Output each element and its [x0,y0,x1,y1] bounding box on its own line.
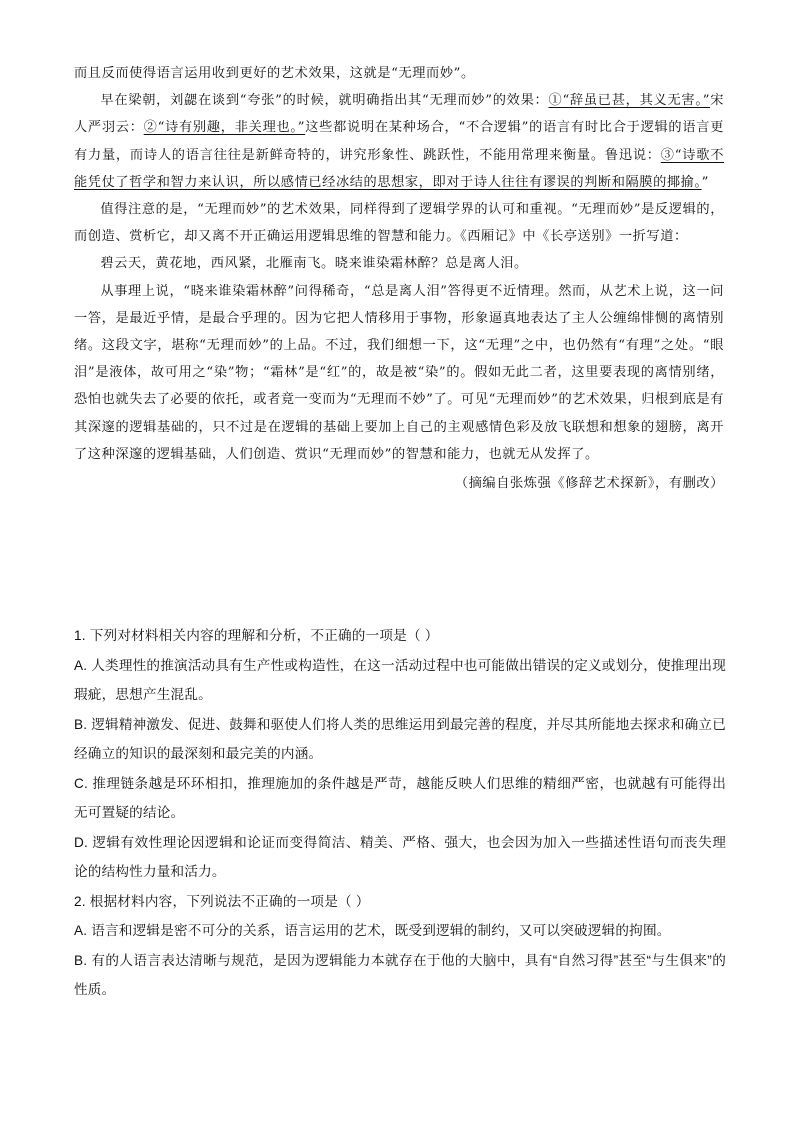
paragraph-3: 值得注意的是，“无理而妙”的艺术效果，同样得到了逻辑学界的认可和重视。“无理而妙”是反逻辑的，而创造、赏析它，却又离不开正确运用逻辑思维的智慧和能力。《西厢记》中《长亭送别》一折写道： [74,202,724,245]
paragraph-1: 而且反而使得语言运用收到更好的艺术效果，这就是“无理而妙”。 [74,66,475,81]
paragraph-2-text-a: 早在梁朝，刘勰在谈到“夸张”的时候，就明确指出其“无理而妙”的效果： [100,93,549,109]
source-citation: （摘编自张炼强《修辞艺术探新》，有删改） [454,476,724,492]
paragraph-2 [74,87,724,196]
quote-3-underlined: ③“诗歌不能凭仗了哲学和智力来认识，所以感情已经冰结的思想家，即对于诗人往往有谬误的判断和隔膜的揶揄。 [74,147,724,190]
reading-passage [74,60,724,497]
paragraph-2-text-c: 这些都说明在某种场合，“不合逻辑”的语言有时比合于逻辑的语言更有力量，而诗人的语言往往是新鲜奇特的，讲究形象性、跳跃性，不能用常理来衡量。鲁迅说： [74,120,725,163]
poem-quote: 碧云天，黄花地，西风紧，北雁南飞。晓来谁染霜林醉？总是离人泪。 [100,256,528,272]
paragraph-2-text-b: 宋人严羽云： [74,93,725,136]
question-1-option-d: D. 逻辑有效性理论因逻辑和论证而变得简洁、精美、严格、强大，也会因为加入一些描述性语句而丧失理论的结构性力量和活力。 [74,834,726,879]
question-2-option-b: B. 有的人语言表达清晰与规范，是因为逻辑能力本就存在于他的大脑中，具有“自然习得”甚至“与生俱来”的性质。 [74,952,726,997]
paragraph-5: 从事理上说，“晓来谁染霜林醉”问得稀奇，“总是离人泪”答得更不近情理。然而，从艺术上说，这一问一答，是最近乎情，是最合乎理的。因为它把人情移用于事物，形象逼真地表达了主人公缠绵悱恻的离情别绪。这段文字，堪称“无理而妙”的上品。不过，我们细想一下，这“无理”之中，也仍然有“有理”之处。“眼泪”是液体，故可用之“染”物；“霜林”是“红”的，故是被“染”的。假如无此二者，这里要表现的离情别绪，恐怕也就失去了必要的依托，或者竟一变而为“无理而不妙”了。可见“无理而妙”的艺术效果，归根到底是有其深邃的逻辑基础的，只不过是在逻辑的基础上要加上自己的主观感情色彩及放飞联想和想象的翅膀，离开了这种深邃的逻辑基础，人们创造、赏识“无理而妙”的智慧和能力，也就无从发挥了。 [74,283,724,462]
question-1-option-b: B. 逻辑精神激发、促进、鼓舞和驱使人们将人类的思维运用到最完善的程度，并尽其所能地去探求和确立已经确立的知识的最深刻和最完美的内涵。 [74,716,726,761]
question-1-option-c: C. 推理链条越是环环相扣，推理施加的条件越是严苛，越能反映人们思维的精细严密，也就越有可能得出无可置疑的结论。 [74,775,726,820]
quote-2-underlined: ②“诗有别趣，非关理也。” [143,120,306,136]
quote-1-underlined: ①“辞虽已甚，其义无害。” [548,93,711,109]
questions-section [74,621,726,1005]
paragraph-2-text-d: ” [701,174,709,190]
question-2-option-a: A. 语言和逻辑是密不可分的关系，语言运用的艺术，既受到逻辑的制约，又可以突破逻辑的拘囿。 [74,923,671,938]
question-1-option-a: A. 人类理性的推演活动具有生产性或构造性，在这一活动过程中也可能做出错误的定义或划分，使推理出现瑕疵，思想产生混乱。 [74,657,726,702]
question-2-stem: 2. 根据材料内容，下列说法不正确的一项是（ ） [74,893,370,909]
question-1-stem: 1. 下列对材料相关内容的理解和分析，不正确的一项是（ ） [74,628,439,643]
